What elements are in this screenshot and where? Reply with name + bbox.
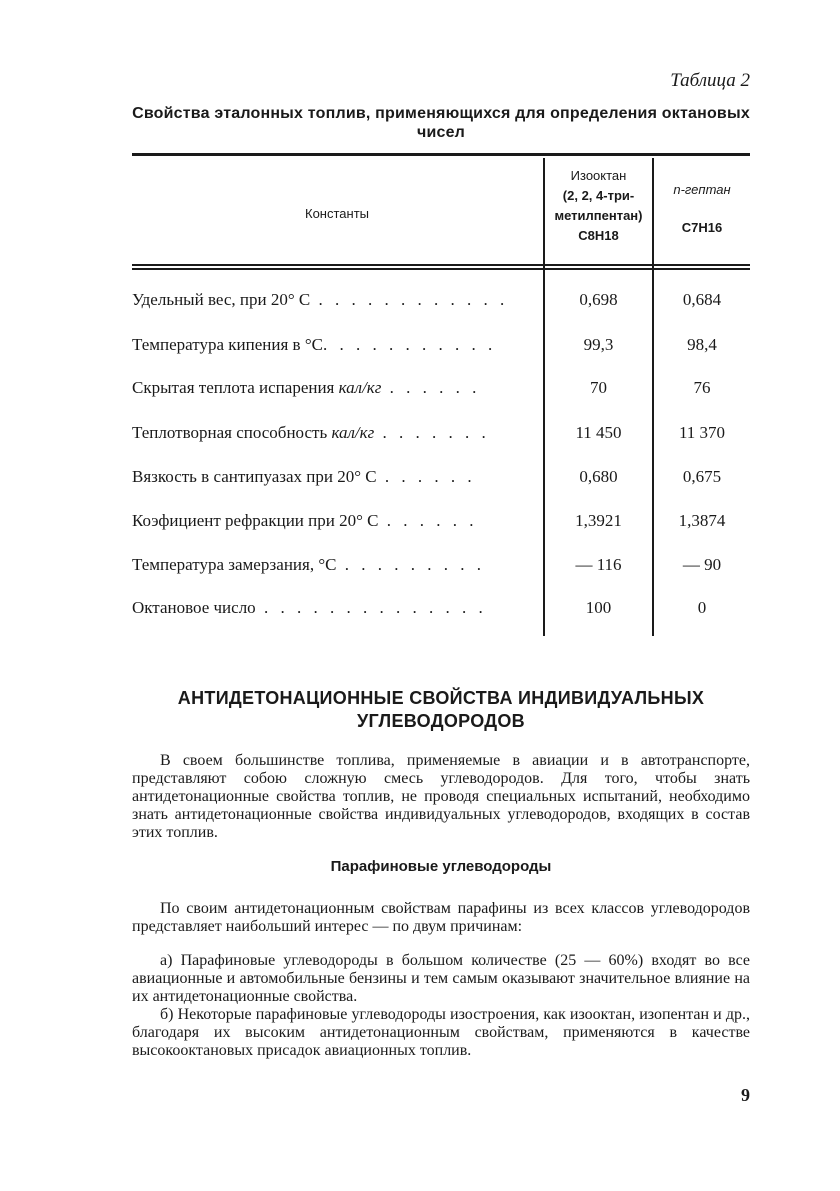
table-header-rule-1 — [132, 264, 750, 266]
table-cell-isooctane: 100 — [585, 598, 612, 617]
table-caption-line-2: чисел — [416, 124, 466, 141]
section-title-line-1: АНТИДЕТОНАЦИОННЫЕ СВОЙСТВА ИНДИВИДУАЛЬНЫХ — [177, 688, 705, 708]
table-row-label — [132, 467, 537, 487]
table-cell-heptane: 11 370 — [678, 423, 726, 442]
row-leader-dots: . . . . . . — [381, 378, 481, 397]
row-leader-dots: . . . . . . — [376, 467, 476, 486]
row-label-text: Вязкость в сантипуазах при 20° C — [132, 467, 377, 486]
body-paragraph-3: а) Парафиновые углеводороды в большом количестве (25 — 60%) входят во все авиационные и автомобильные бензины и тем самым оказывают значительное влияние на их антидетонационные свойства. — [132, 952, 750, 1005]
header-isooctane — [545, 166, 652, 246]
section-title — [132, 687, 750, 733]
table-row-label — [132, 555, 537, 575]
table-cell-heptane: — 90 — [682, 555, 722, 574]
header-isooctane-name: Изооктан — [570, 168, 627, 183]
row-unit-text: кал/кг — [338, 378, 382, 397]
subsection-heading: Парафиновые углеводороды — [330, 858, 552, 875]
table-row-label — [132, 335, 537, 355]
table-cell-heptane: 76 — [693, 378, 711, 397]
row-leader-dots: . . . . . . . . . . . — [322, 335, 497, 354]
table-caption — [132, 104, 750, 142]
header-isooctane-formula: C8H18 — [578, 228, 619, 243]
table-cell-heptane: 0,684 — [682, 290, 722, 309]
header-heptane — [654, 180, 750, 238]
table-cell-heptane: 1,3874 — [678, 511, 726, 530]
table-cell-isooctane: 0,698 — [579, 290, 618, 309]
table-cell-isooctane: 99,3 — [583, 335, 614, 354]
header-isooctane-line-2: (2, 2, 4-три- — [562, 188, 635, 203]
table-row-label — [132, 511, 537, 531]
table-number-label: Таблица 2 — [670, 70, 750, 91]
row-label-text: Удельный вес, при 20° C — [132, 290, 311, 309]
row-label-text: Теплотворная способность — [132, 423, 328, 442]
table-row-label — [132, 378, 537, 398]
page-number: 9 — [741, 1085, 750, 1105]
row-leader-dots: . . . . . . . . . . . . — [310, 290, 509, 309]
table-row-label — [132, 598, 537, 618]
header-isooctane-line-3: метилпентан) — [554, 208, 643, 223]
row-label-text: Скрытая теплота испарения — [132, 378, 335, 397]
table-cell-isooctane: — 116 — [575, 555, 622, 574]
table-cell-isooctane: 11 450 — [575, 423, 622, 442]
table-cell-heptane: 98,4 — [687, 335, 717, 354]
header-constants: Константы — [305, 206, 369, 221]
row-label-text: Октановое число — [132, 598, 256, 617]
table-cell-isooctane: 1,3921 — [575, 511, 622, 530]
body-paragraph-2: По своим антидетонационным свойствам парафины из всех классов углеводородов представляет наибольший интерес — по двум причинам: — [132, 900, 750, 935]
row-leader-dots: . . . . . . . . . . . . . . — [255, 598, 487, 617]
table-row-label — [132, 423, 537, 443]
body-paragraph-4: б) Некоторые парафиновые углеводороды изостроения, как изооктан, изопентан и др., благодаря их высоким антидетонационным свойствам, применяются в качестве высокооктановых присадок авиационных топлив. — [132, 1006, 750, 1059]
row-leader-dots: . . . . . . — [378, 511, 478, 530]
table-row-label — [132, 290, 537, 310]
header-heptane-name: n-гептан — [673, 182, 731, 197]
table-top-rule — [132, 153, 750, 156]
row-label-text: Температура кипения в °C — [132, 335, 323, 354]
table-cell-isooctane: 70 — [590, 378, 607, 397]
header-heptane-formula: C7H16 — [681, 220, 723, 235]
row-label-text: Коэфициент рефракции при 20° C — [132, 511, 379, 530]
table-cell-heptane: 0,675 — [682, 467, 722, 486]
table-caption-line-1: Свойства эталонных топлив, применяющихся для определения октановых — [132, 105, 750, 122]
section-title-line-2: УГЛЕВОДОРОДОВ — [357, 711, 525, 731]
body-paragraph-1: В своем большинстве топлива, применяемые в авиации и в автотранспорте, представляют собою сложную смесь углеводородов. Для того, чтобы знать антидетонационные свойства топлив, не проводя специальных испытаний, необходимо знать антидетонационные свойства индивидуальных углеводородов, входящих в состав этих топлив. — [132, 752, 750, 841]
row-unit-text: кал/кг — [331, 423, 375, 442]
row-label-text: Температура замерзания, °C — [132, 555, 337, 574]
row-leader-dots: . . . . . . . — [374, 423, 490, 442]
table-cell-heptane: 0 — [697, 598, 707, 617]
table-header-rule-2 — [132, 268, 750, 270]
row-leader-dots: . . . . . . . . . — [336, 555, 485, 574]
table-cell-isooctane: 0,680 — [579, 467, 618, 486]
